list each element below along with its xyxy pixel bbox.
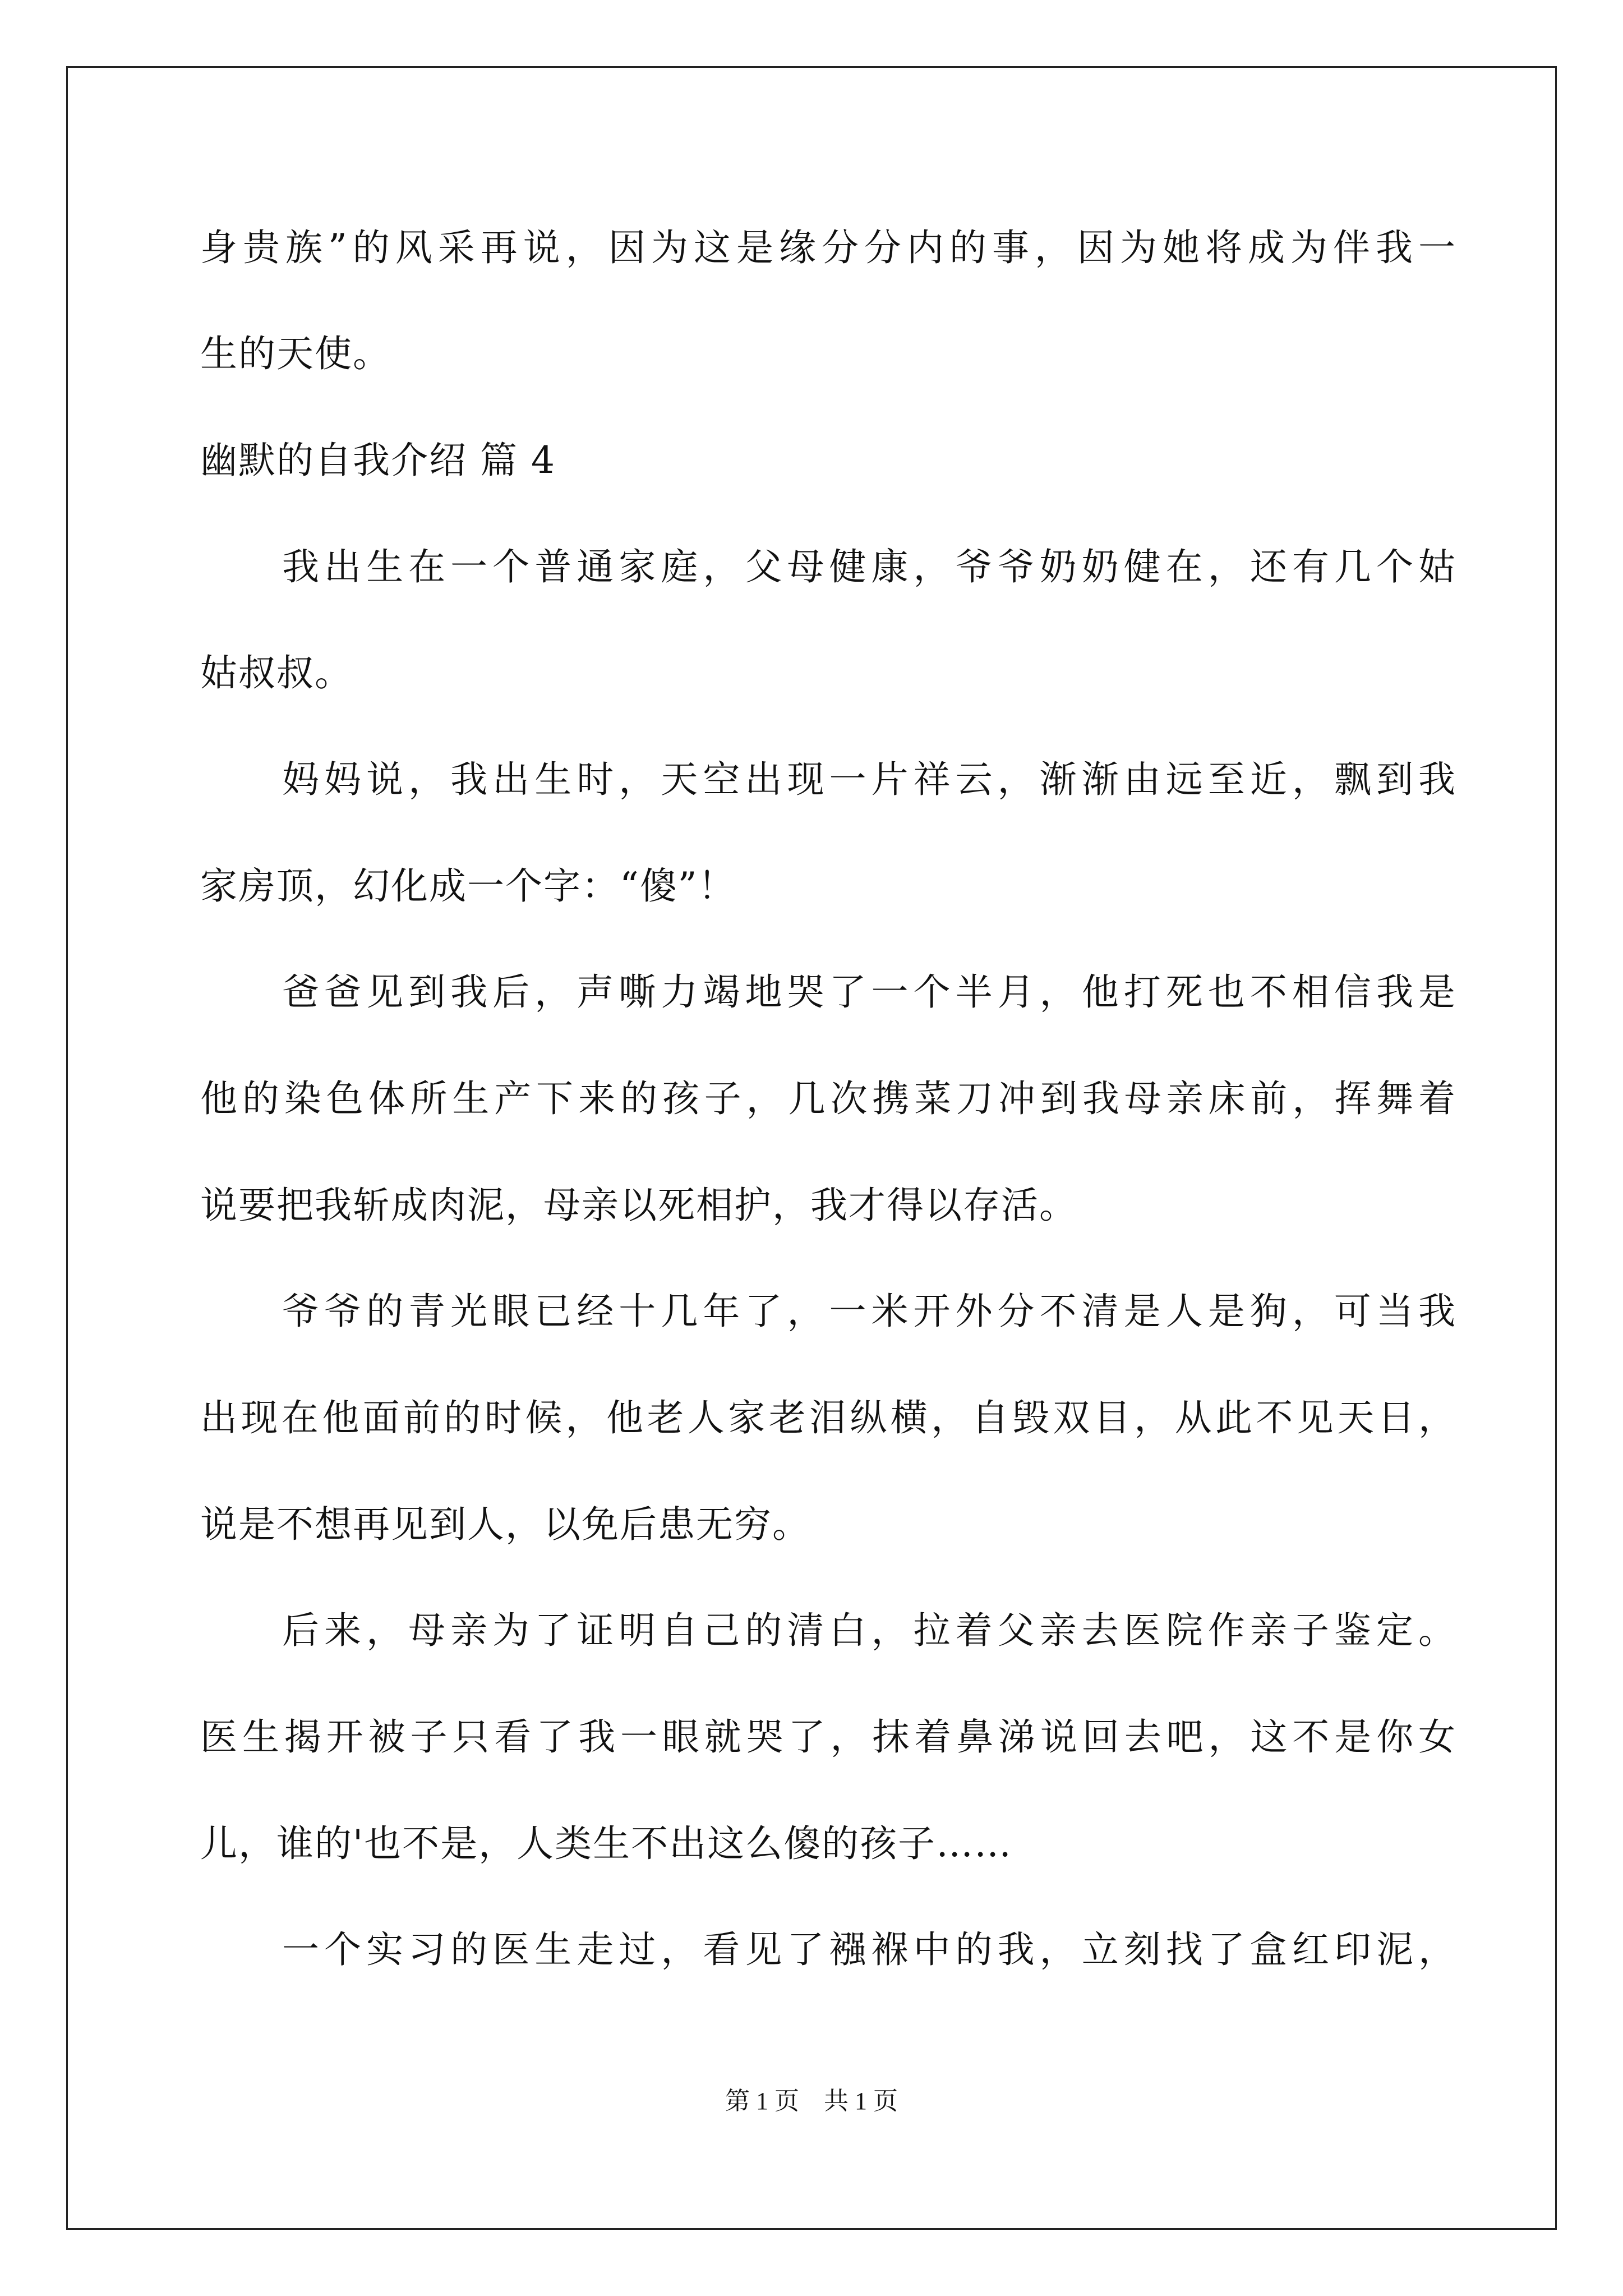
paragraph-first-line: 一个实习的医生走过，看见了襁褓中的我，立刻找了盒红印泥， — [282, 1928, 1456, 1971]
body-line: 说要把我斩成肉泥，母亲以死相护，我才得以存活。 — [200, 1184, 1077, 1227]
paragraph-first-line: 爸爸见到我后，声嘶力竭地哭了一个半月，他打死也不相信我是 — [282, 970, 1456, 1014]
body-line: 他的染色体所生产下来的孩子，几次携菜刀冲到我母亲床前，挥舞着 — [200, 1077, 1456, 1120]
body-line: 姑叔叔。 — [200, 651, 353, 694]
page-border — [66, 66, 1557, 2230]
body-line: 生的天使。 — [200, 332, 391, 375]
paragraph-first-line: 爷爷的青光眼已经十几年了，一米开外分不清是人是狗，可当我 — [282, 1290, 1456, 1333]
section-heading: 幽默的自我介绍 篇 4 — [200, 439, 556, 482]
body-line: 身贵族”的风采再说，因为这是缘分分内的事，因为她将成为伴我一 — [200, 226, 1456, 269]
paragraph-first-line: 我出生在一个普通家庭，父母健康，爷爷奶奶健在，还有几个姑 — [282, 545, 1456, 588]
paragraph-first-line: 妈妈说，我出生时，天空出现一片祥云，渐渐由远至近，飘到我 — [282, 758, 1456, 801]
body-line: 医生揭开被子只看了我一眼就哭了，抹着鼻涕说回去吧，这不是你女 — [200, 1715, 1456, 1759]
body-line: 儿，谁的'也不是，人类生不出这么傻的孩子…… — [200, 1822, 1013, 1865]
body-line: 说是不想再见到人，以免后患无穷。 — [200, 1503, 810, 1546]
body-line: 家房顶，幻化成一个字：“傻”！ — [200, 864, 736, 908]
page-number-footer: 第 1 页 共 1 页 — [725, 2087, 898, 2115]
body-line: 出现在他面前的时候，他老人家老泪纵横，自毁双目，从此不见天日， — [200, 1396, 1456, 1439]
paragraph-first-line: 后来，母亲为了证明自己的清白，拉着父亲去医院作亲子鉴定。 — [282, 1609, 1456, 1652]
